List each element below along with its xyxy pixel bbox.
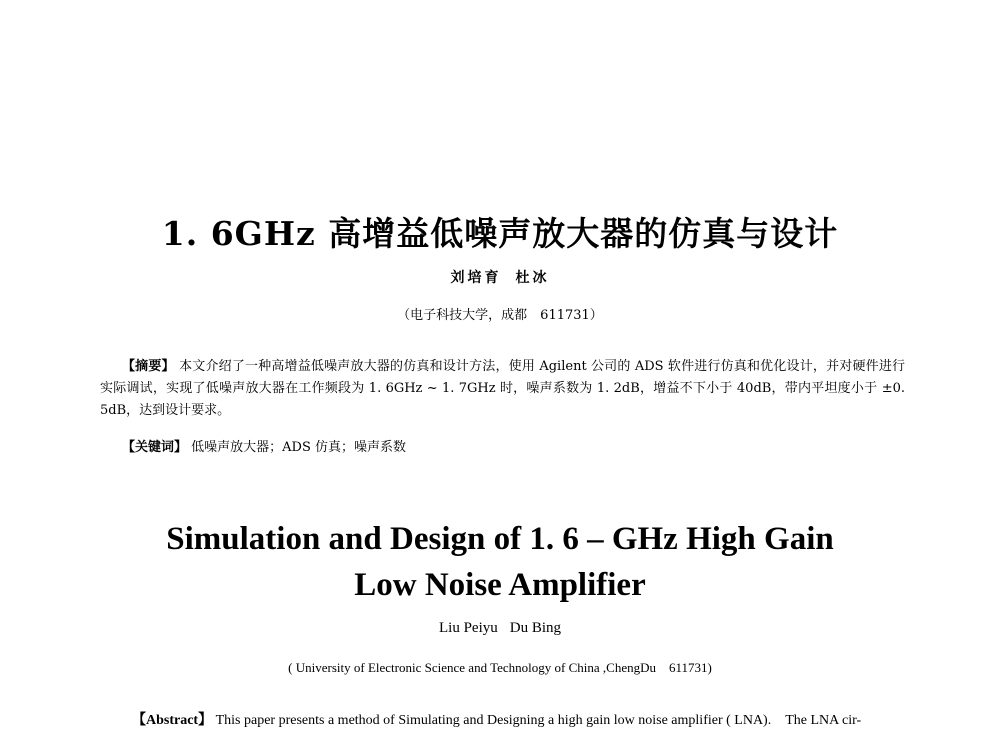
english-abstract-text: This paper presents a method of Simulating and Designing a high gain low noise amplifier ( LNA). The LNA cir- <box>215 713 862 728</box>
english-abstract-label: 【Abstract】 <box>132 713 213 728</box>
chinese-keywords-label: 【关键词】 <box>122 440 188 455</box>
english-affiliation: ( University of Electronic Science and Technology of China ,ChengDu 611731) <box>288 660 712 675</box>
english-authors <box>0 620 1000 637</box>
english-title-line-2: Low Noise Amplifier <box>354 567 646 603</box>
chinese-title: 1. 6GHz 高增益低噪声放大器的仿真与设计 <box>161 214 839 253</box>
chinese-keywords-text: 低噪声放大器；ADS 仿真；噪声系数 <box>191 440 407 455</box>
english-abstract <box>100 709 905 733</box>
english-title <box>0 516 1000 608</box>
chinese-author-2: 杜冰 <box>515 270 550 286</box>
chinese-abstract-label: 【摘要】 <box>122 359 175 374</box>
english-author-2: Du Bing <box>509 620 561 636</box>
chinese-keywords <box>122 436 406 455</box>
chinese-author-1: 刘培育 <box>450 270 502 286</box>
chinese-affiliation: （电子科技大学，成都 611731） <box>397 308 603 323</box>
english-title-line-1: Simulation and Design of 1. 6 – GHz High Gain <box>166 521 834 557</box>
chinese-authors <box>0 267 1000 287</box>
chinese-abstract-text: 本文介绍了一种高增益低噪声放大器的仿真和设计方法，使用 Agilent 公司的 ADS 软件进行仿真和优化设计，并对硬件进行实际调试，实现了低噪声放大器在工作频段为 1. 6GHz ~ 1. 7GHz 时，噪声系数为 1. 2dB，增益不下小于 40dB，带内平坦度小于 ±0. 5dB，达到设计要求。 <box>100 359 906 418</box>
english-author-1: Liu Peiyu <box>438 620 498 636</box>
chinese-abstract <box>100 356 905 422</box>
